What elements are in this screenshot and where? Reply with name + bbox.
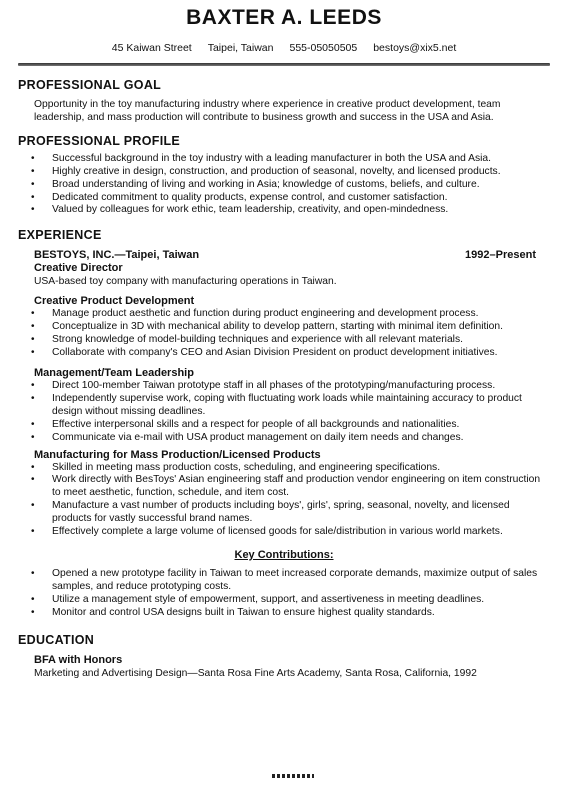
profile-list bbox=[18, 153, 550, 218]
list-item: • Strong knowledge of model-building techniques and experience with all relevant materials. bbox=[18, 334, 550, 347]
contact-street: 45 Kaiwan Street bbox=[111, 42, 192, 54]
group-heading-management: Management/Team Leadership bbox=[34, 366, 194, 379]
goal-heading: PROFESSIONAL GOAL bbox=[18, 78, 162, 92]
degree: BFA with Honors bbox=[34, 653, 123, 666]
list-item: • Conceptualize in 3D with mechanical ability to develop pattern, starting with minimal item definition. bbox=[18, 321, 550, 334]
profile-item: • Highly creative in design, construction, and production of seasonal, novelty, and licensed products. bbox=[18, 166, 550, 179]
job-title: Creative Director bbox=[34, 262, 123, 275]
contributions-list bbox=[18, 568, 550, 620]
key-contributions-heading: Key Contributions: bbox=[234, 548, 334, 561]
contact-city: Taipei, Taiwan bbox=[207, 42, 274, 54]
profile-section bbox=[18, 133, 550, 218]
candidate-name: BAXTER A. LEEDS bbox=[186, 6, 382, 29]
resume-page bbox=[0, 6, 564, 789]
group-heading-manufacturing: Manufacturing for Mass Production/Licensed Products bbox=[34, 448, 321, 461]
list-item: • Direct 100-member Taiwan prototype staff in all phases of the prototyping/manufacturing process. bbox=[18, 380, 550, 393]
education-heading: EDUCATION bbox=[18, 632, 95, 647]
profile-heading: PROFESSIONAL PROFILE bbox=[18, 133, 181, 148]
experience-heading: EXPERIENCE bbox=[18, 228, 102, 243]
profile-item: • Successful background in the toy industry with a leading manufacturer in both the USA and Asia. bbox=[18, 153, 550, 166]
company-row bbox=[34, 249, 550, 262]
group-heading-creative: Creative Product Development bbox=[34, 295, 195, 308]
list-item: • Utilize a management style of empowerment, support, and assertiveness in meeting deadlines. bbox=[18, 594, 550, 607]
list-item: • Manufacture a vast number of products including boys', girls', spring, seasonal, novelty, and licensed products for vastly successful brand names. bbox=[18, 500, 550, 526]
list-item: • Opened a new prototype facility in Taiwan to meet increased corporate demands, maximize output of sales samples, and reduce prototyping costs. bbox=[18, 568, 550, 594]
contact-line bbox=[18, 42, 550, 55]
contact-email: bestoys@xix5.net bbox=[373, 42, 457, 54]
list-item: • Work directly with BesToys' Asian engineering staff and production vendor engineering on item construction to meet aesthetic, function, schedule, and item cost. bbox=[18, 474, 550, 500]
list-item: • Independently supervise work, coping with fluctuating work loads while maintaining accuracy to product design without missing deadlines. bbox=[18, 393, 550, 419]
goal-section bbox=[18, 77, 550, 125]
profile-item: • Valued by colleagues for work ethic, team leadership, creativity, and open-mindedness. bbox=[18, 204, 550, 217]
list-item: • Collaborate with company's CEO and Asian Division President on product development initiatives. bbox=[18, 347, 550, 360]
group-list-manufacturing bbox=[18, 462, 550, 539]
company-name: BESTOYS, INC.—Taipei, Taiwan bbox=[34, 249, 200, 262]
header-divider bbox=[18, 63, 550, 66]
list-item: • Effectively complete a large volume of licensed goods for sale/distribution in various world markets. bbox=[18, 526, 550, 539]
company-description: USA-based toy company with manufacturing operations in Taiwan. bbox=[34, 276, 337, 288]
group-list-management bbox=[18, 380, 550, 445]
contact-phone: 555-05050505 bbox=[289, 42, 358, 54]
education-section bbox=[18, 632, 550, 680]
list-item: • Monitor and control USA designs built in Taiwan to ensure highest quality standards. bbox=[18, 607, 550, 620]
experience-section bbox=[18, 227, 550, 619]
list-item: • Communicate via e-mail with USA product management on daily item needs and changes. bbox=[18, 432, 550, 445]
school: Marketing and Advertising Design—Santa Rosa Fine Arts Academy, Santa Rosa, California, 1992 bbox=[34, 667, 477, 679]
list-item: • Manage product aesthetic and function during product engineering and development process. bbox=[18, 308, 550, 321]
profile-item: • Dedicated commitment to quality products, expense control, and customer satisfaction. bbox=[18, 192, 550, 205]
page-end-marker bbox=[272, 774, 314, 778]
employment-dates: 1992–Present bbox=[465, 249, 536, 262]
goal-text: Opportunity in the toy manufacturing industry where experience in creative product development, team leadership, and mass production will contribute to business growth and success in the USA and Asia. bbox=[34, 99, 501, 124]
group-list-creative bbox=[18, 308, 550, 360]
profile-item: • Broad understanding of living and working in Asia; knowledge of customs, beliefs, and culture. bbox=[18, 179, 550, 192]
list-item: • Effective interpersonal skills and a respect for people of all backgrounds and nationalities. bbox=[18, 419, 550, 432]
list-item: • Skilled in meeting mass production costs, scheduling, and engineering specifications. bbox=[18, 462, 550, 475]
